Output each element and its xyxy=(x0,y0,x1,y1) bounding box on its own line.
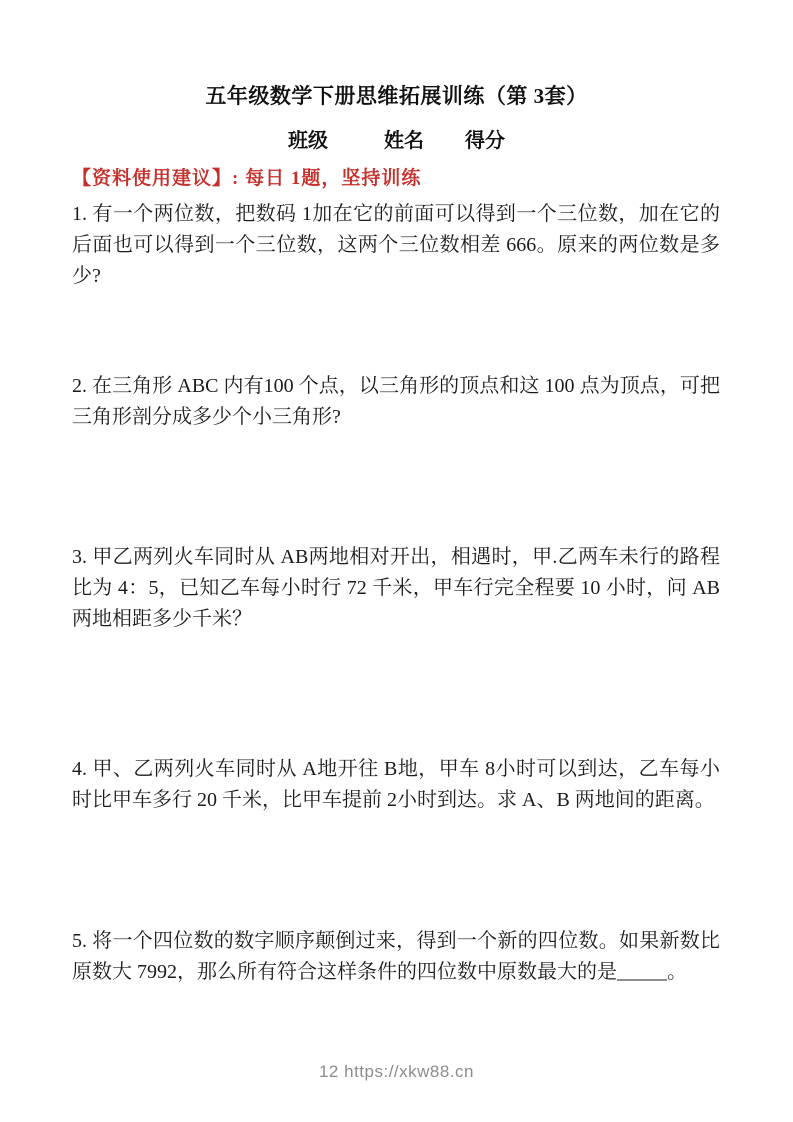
footer-url: https://xkw88.cn xyxy=(344,1062,475,1081)
page-footer xyxy=(0,1062,793,1082)
usage-note xyxy=(72,163,722,190)
problem-5: 5. 将一个四位数的数字顺序颠倒过来，得到一个新的四位数。如果新数比原数大 7992，那么所有符合这样条件的四位数中原数最大的是_____。 xyxy=(72,930,720,983)
footer-page-number: 12 xyxy=(318,1062,339,1081)
problem-1: 1. 有一个两位数，把数码 1加在它的前面可以得到一个三位数，加在它的后面也可以得到一个三位数，这两个三位数相差 666。原来的两位数是多少? xyxy=(72,203,720,287)
usage-note-text: 每日 1题，坚持训练 xyxy=(239,168,422,189)
name-field-label: 姓名 xyxy=(384,130,424,152)
problem-2: 2. 在三角形 ABC 内有100 个点，以三角形的顶点和这 100 点为顶点，可把三角形剖分成多少个小三角形? xyxy=(72,375,720,428)
page-title: 五年级数学下册思维拓展训练（第 3套） xyxy=(205,84,588,108)
problem-4: 4. 甲、乙两列火车同时从 A地开往 B地，甲车 8小时可以到达，乙车每小时比甲车多行 20 千米，比甲车提前 2小时到达。求 A、B 两地间的距离。 xyxy=(72,758,720,811)
class-field-label: 班级 xyxy=(288,130,328,152)
header-fields xyxy=(0,124,793,153)
score-field-label: 得分 xyxy=(465,130,505,152)
usage-note-prefix: 【资料使用建议】: xyxy=(72,168,240,189)
problem-3: 3. 甲乙两列火车同时从 AB两地相对开出，相遇时，甲.乙两车未行的路程比为 4：5，已知乙车每小时行 72 千米，甲车行完全程要 10 小时，问 AB两地相距多少千米？ xyxy=(72,546,720,630)
